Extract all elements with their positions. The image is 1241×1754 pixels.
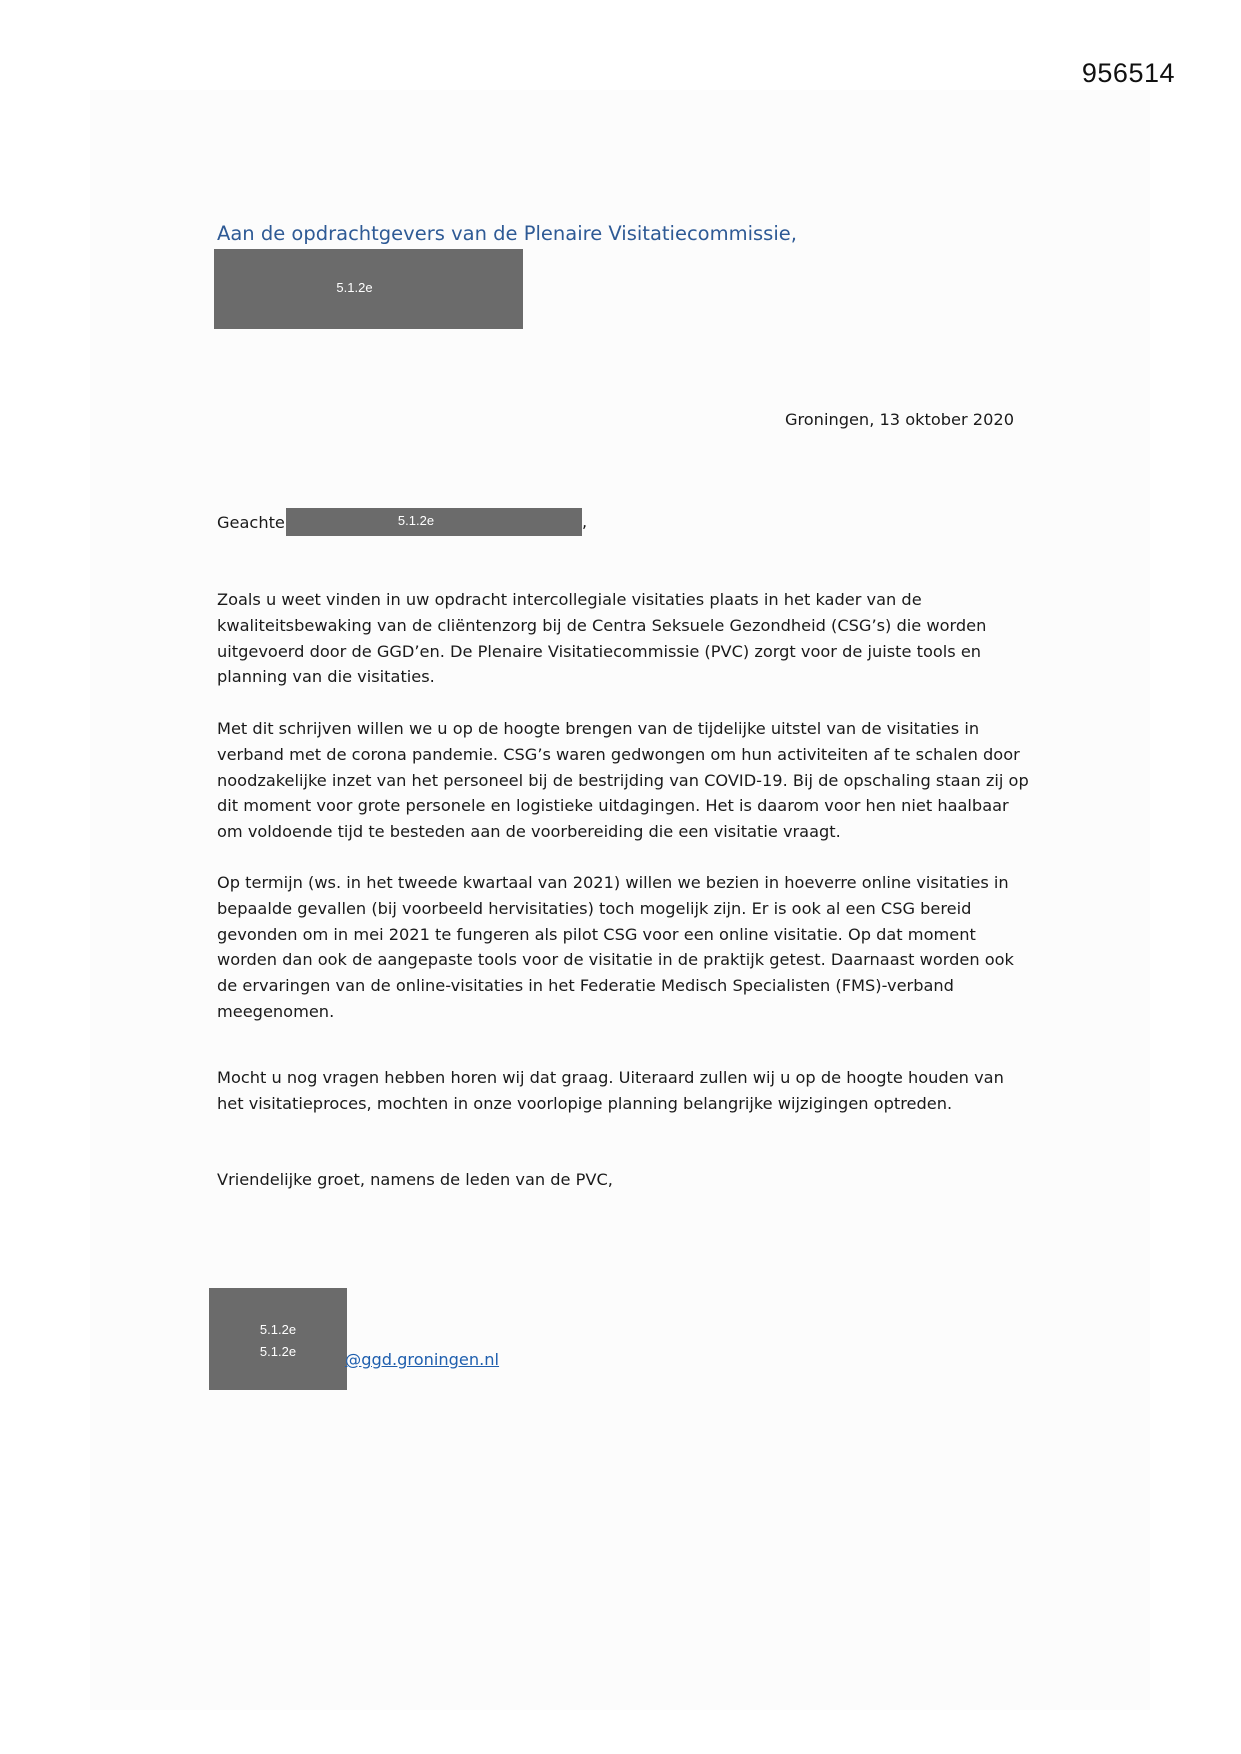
paragraph-intro: Zoals u weet vinden in uw opdracht intercollegiale visitaties plaats in het kader van de kwaliteitsbewaking van de cliëntenzorg bij de Centra Seksuele Gezondheid (CSG’s) die worden uitgevoerd door de GGD’en. De Plenaire Visitatiecommissie (PVC) zorgt voor de juiste tools en planning van die visitaties. [217, 590, 987, 687]
name-redaction [286, 508, 582, 536]
closing-line: Vriendelijke groet, namens de leden van de PVC, [217, 1170, 613, 1189]
addressee-title: Aan de opdrachtgevers van de Plenaire Visitatiecommissie, [217, 222, 797, 245]
paragraph-questions: Mocht u nog vragen hebben horen wij dat graag. Uiteraard zullen wij u op de hoogte houden van het visitatieproces, mochten in onze voorlopige planning belangrijke wijzigingen optreden. [217, 1068, 1004, 1113]
signature-redaction-line2: 5.1.2e [259, 1344, 297, 1359]
paragraph-online-visitations: Op termijn (ws. in het tweede kwartaal van 2021) willen we bezien in hoeverre online visitaties in bepaalde gevallen (bij voorbeeld hervisitaties) toch mogelijk zijn. Er is ook al een CSG bereid gevonden om in mei 2021 te fungeren als pilot CSG voor een online visitatie. Op dat moment worden dan ook de aangepaste tools voor de visitatie in de praktijk getest. Daarnaast worden ook de ervaringen van de online-visitaties in het Federatie Medisch Specialisten (FMS)-verband meegenomen. [217, 873, 1014, 1021]
signature-redaction-line1: 5.1.2e [259, 1322, 297, 1337]
email-link[interactable]: @ggd.groningen.nl [345, 1350, 500, 1369]
signature-redaction [209, 1288, 347, 1390]
greeting-comma: , [582, 512, 588, 531]
address-redaction-code: 5.1.2e [336, 279, 373, 295]
name-redaction-code: 5.1.2e [397, 512, 435, 528]
date-line: Groningen, 13 oktober 2020 [784, 410, 1014, 429]
paragraph-postponement: Met dit schrijven willen we u op de hoogte brengen van de tijdelijke uitstel van de visitaties in verband met de corona pandemie. CSG’s waren gedwongen om hun activiteiten af te schalen door noodzakelijke inzet van het personeel bij de bestrijding van COVID-19. Bij de opschaling staan zij op dit moment voor grote personele en logistieke uitdagingen. Het is daarom voor hen niet haalbaar om voldoende tijd te besteden aan de voorbereiding die een visitatie vraagt. [217, 719, 1029, 842]
greeting-word: Geachte [217, 513, 285, 532]
address-redaction [214, 249, 523, 329]
document-id: 956514 [1081, 58, 1175, 88]
